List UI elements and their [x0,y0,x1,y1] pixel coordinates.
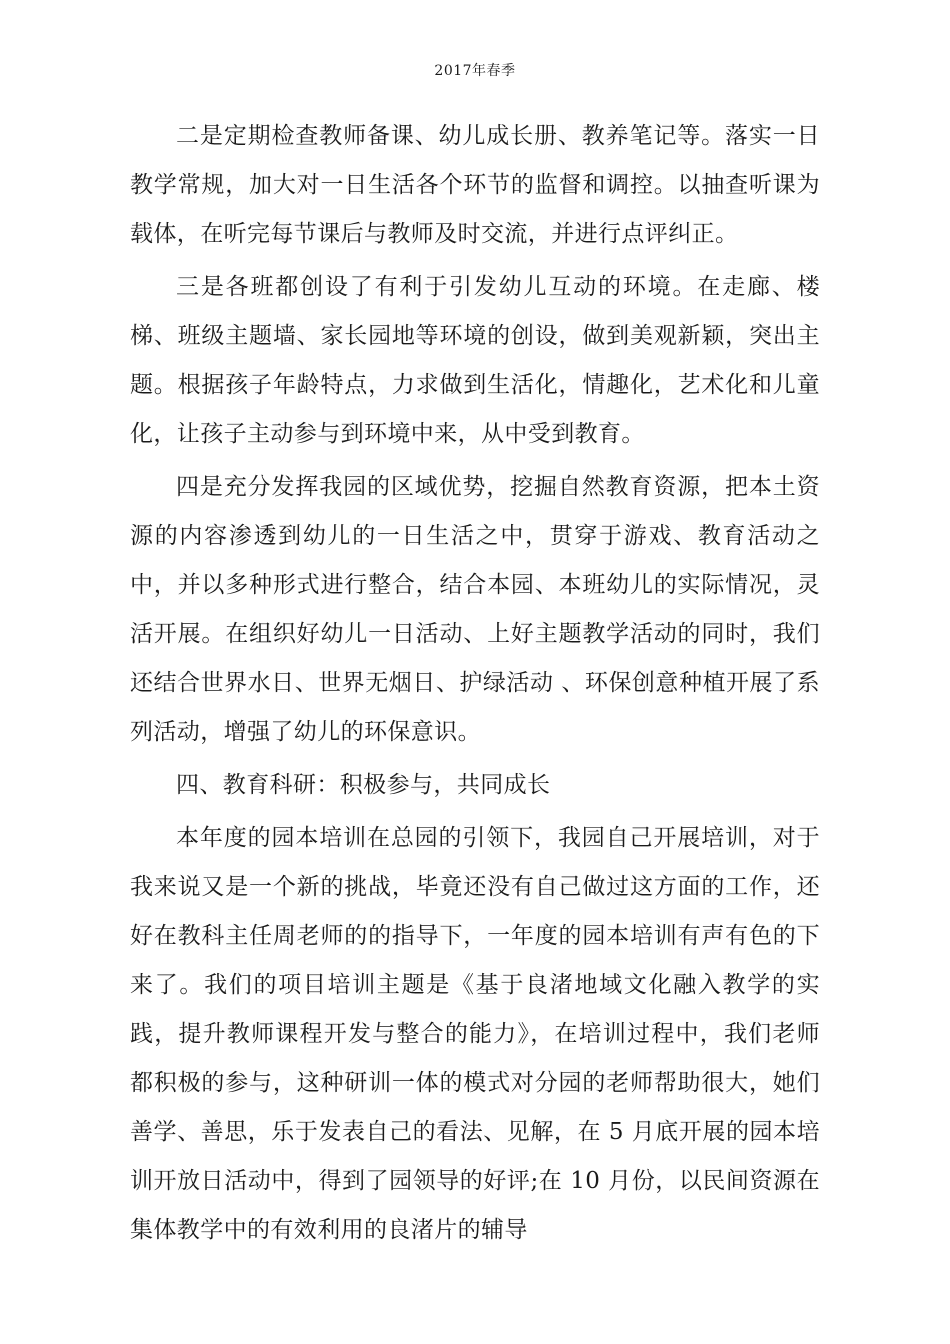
paragraph-inspection: 二是定期检查教师备课、幼儿成长册、教养笔记等。落实一日教学常规，加大对一日生活各个环节的监督和调控。以抽查听课为载体，在听完每节课后与教师及时交流，并进行点评纠正。 [130,123,820,247]
page-header: 2017年春季 [434,63,516,79]
paragraph-regional-resources: 四是充分发挥我园的区域优势，挖掘自然教育资源，把本土资源的内容渗透到幼儿的一日生活之中，贯穿于游戏、教育活动之中，并以多种形式进行整合，结合本园、本班幼儿的实际情况，灵活开展。在组织好幼儿一日活动、上好主题教学活动的同时，我们还结合世界水日、世界无烟日、护绿活动 、环保创意种植开展了系列活动，增强了幼儿的环保意识。 [130,474,820,745]
paragraph-environment: 三是各班都创设了有利于引发幼儿互动的环境。在走廊、楼梯、班级主题墙、家长园地等环境的创设，做到美观新颖，突出主题。根据孩子年龄特点，力求做到生活化，情趣化，艺术化和儿童化，让孩子主动参与到环境中来，从中受到教育。 [130,274,820,447]
paragraph-training: 本年度的园本培训在总园的引领下，我园自己开展培训，对于我来说又是一个新的挑战，毕竟还没有自己做过这方面的工作，还好在教科主任周老师的的指导下，一年度的园本培训有声有色的下来了。我们的项目培训主题是《基于良渚地域文化融入教学的实践，提升教师课程开发与整合的能力》，在培训过程中，我们老师都积极的参与，这种研训一体的模式对分园的老师帮助很大，她们善学、善思，乐于发表自己的看法、见解，在 5 月底开展的园本培训开放日活动中，得到了园领导的好评;在 10 月份，以民间资源在集体教学中的有效利用的良渚片的辅导 [130,825,820,1243]
document-body [130,112,820,1255]
section-heading-research: 四、教育科研：积极参与，共同成长 [176,772,551,798]
